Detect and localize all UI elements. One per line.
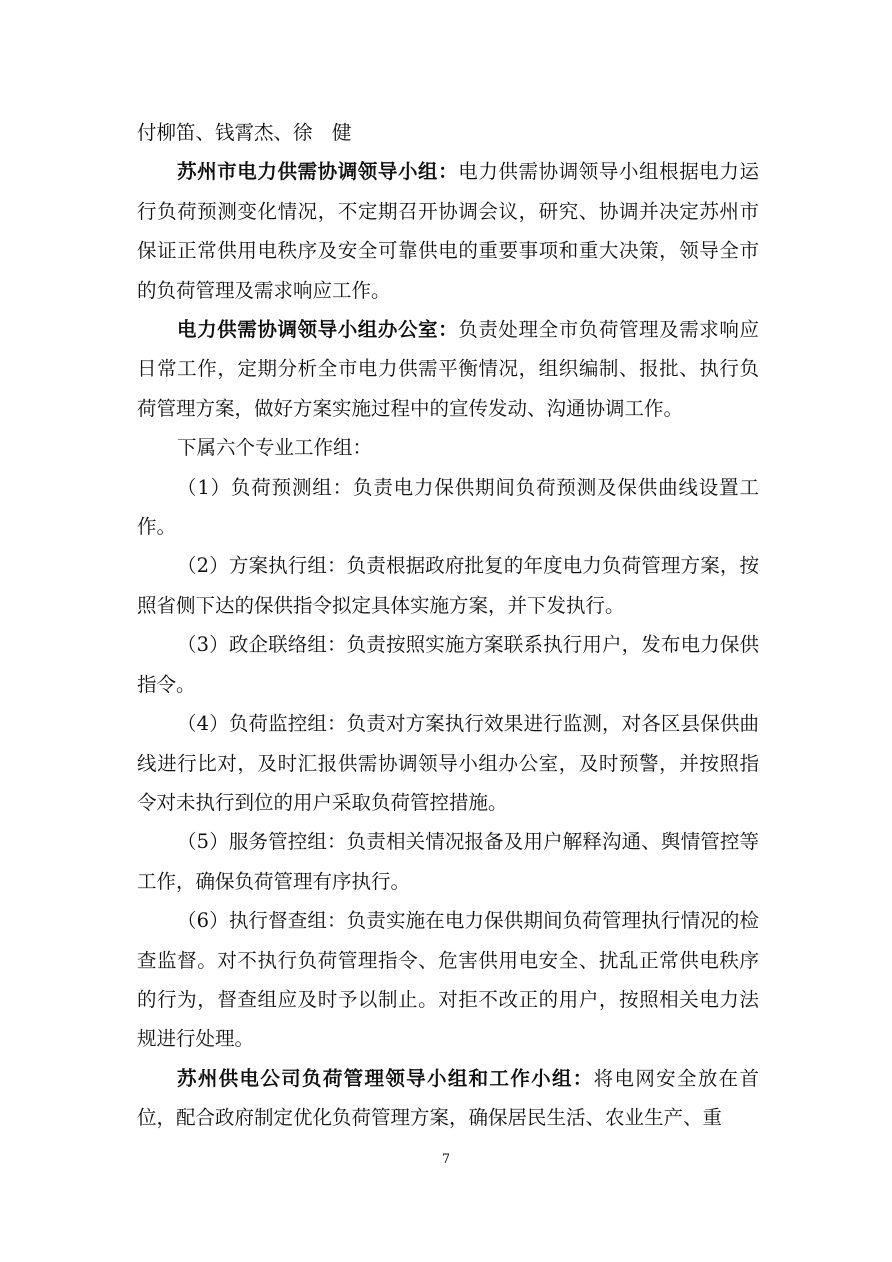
paragraph-text: （2）方案执行组：负责根据政府批复的年度电力负荷管理方案，按照省侧下达的保供指令拟定具体实施方案，并下发执行。 xyxy=(137,554,759,617)
paragraph-text: （5）服务管控组：负责相关情况报备及用户解释沟通、舆情管控等工作，确保负荷管理有序执行。 xyxy=(137,830,759,893)
paragraph-lead-heading: 苏州市电力供需协调领导小组： xyxy=(177,160,459,184)
paragraph-group-4 xyxy=(137,704,759,822)
paragraph-text: （6）执行督查组：负责实施在电力保供期间负荷管理执行情况的检查监督。对不执行负荷管理指令、危害供用电安全、扰乱正常供电秩序的行为，督查组应及时予以制止。对拒不改正的用户，按照相关电力法规进行处理。 xyxy=(137,909,759,1051)
paragraph-lead-heading: 电力供需协调领导小组办公室： xyxy=(177,318,459,342)
paragraph-text: 负责处理全市负荷管理及需求响应日常工作，定期分析全市电力供需平衡情况，组织编制、报批、执行负荷管理方案，做好方案实施过程中的宣传发动、沟通协调工作。 xyxy=(137,318,759,420)
paragraph-group-3 xyxy=(137,625,759,704)
paragraph-lead-heading: 苏州供电公司负荷管理领导小组和工作小组： xyxy=(177,1066,594,1090)
paragraph-text: 将电网安全放在首位，配合政府制定优化负荷管理方案，确保居民生活、农业生产、重 xyxy=(137,1066,759,1130)
paragraph-group-2 xyxy=(137,546,759,625)
paragraph-text: （4）负荷监控组：负责对方案执行效果进行监测，对各区县保供曲线进行比对，及时汇报供需协调领导小组办公室，及时预警，并按照指令对未执行到位的用户采取负荷管控措施。 xyxy=(137,712,759,814)
paragraph-company-groups xyxy=(137,1059,759,1138)
paragraph-group-5 xyxy=(137,822,759,901)
paragraph-text: 电力供需协调领导小组根据电力运行负荷预测变化情况，不定期召开协调会议，研究、协调并决定苏州市保证正常供用电秩序及安全可靠供电的重要事项和重大决策，领导全市的负荷管理及需求响应工作。 xyxy=(137,160,759,302)
paragraph-text: 下属六个专业工作组： xyxy=(177,436,373,460)
paragraph-names-continued xyxy=(137,113,759,152)
paragraph-group-1 xyxy=(137,468,759,547)
paragraph-text: 付柳笛、钱霄杰、徐 健 xyxy=(137,121,352,144)
paragraph-six-groups-intro xyxy=(137,428,759,467)
paragraph-text: （3）政企联络组：负责按照实施方案联系执行用户，发布电力保供指令。 xyxy=(137,633,759,696)
paragraph-text: （1）负荷预测组：负责电力保供期间负荷预测及保供曲线设置工作。 xyxy=(137,475,759,539)
paragraph-group-6 xyxy=(137,901,759,1059)
document-body xyxy=(137,113,759,1138)
paragraph-leading-group-office xyxy=(137,310,759,428)
page-number: 7 xyxy=(441,1152,451,1167)
paragraph-city-leading-group xyxy=(137,152,759,310)
